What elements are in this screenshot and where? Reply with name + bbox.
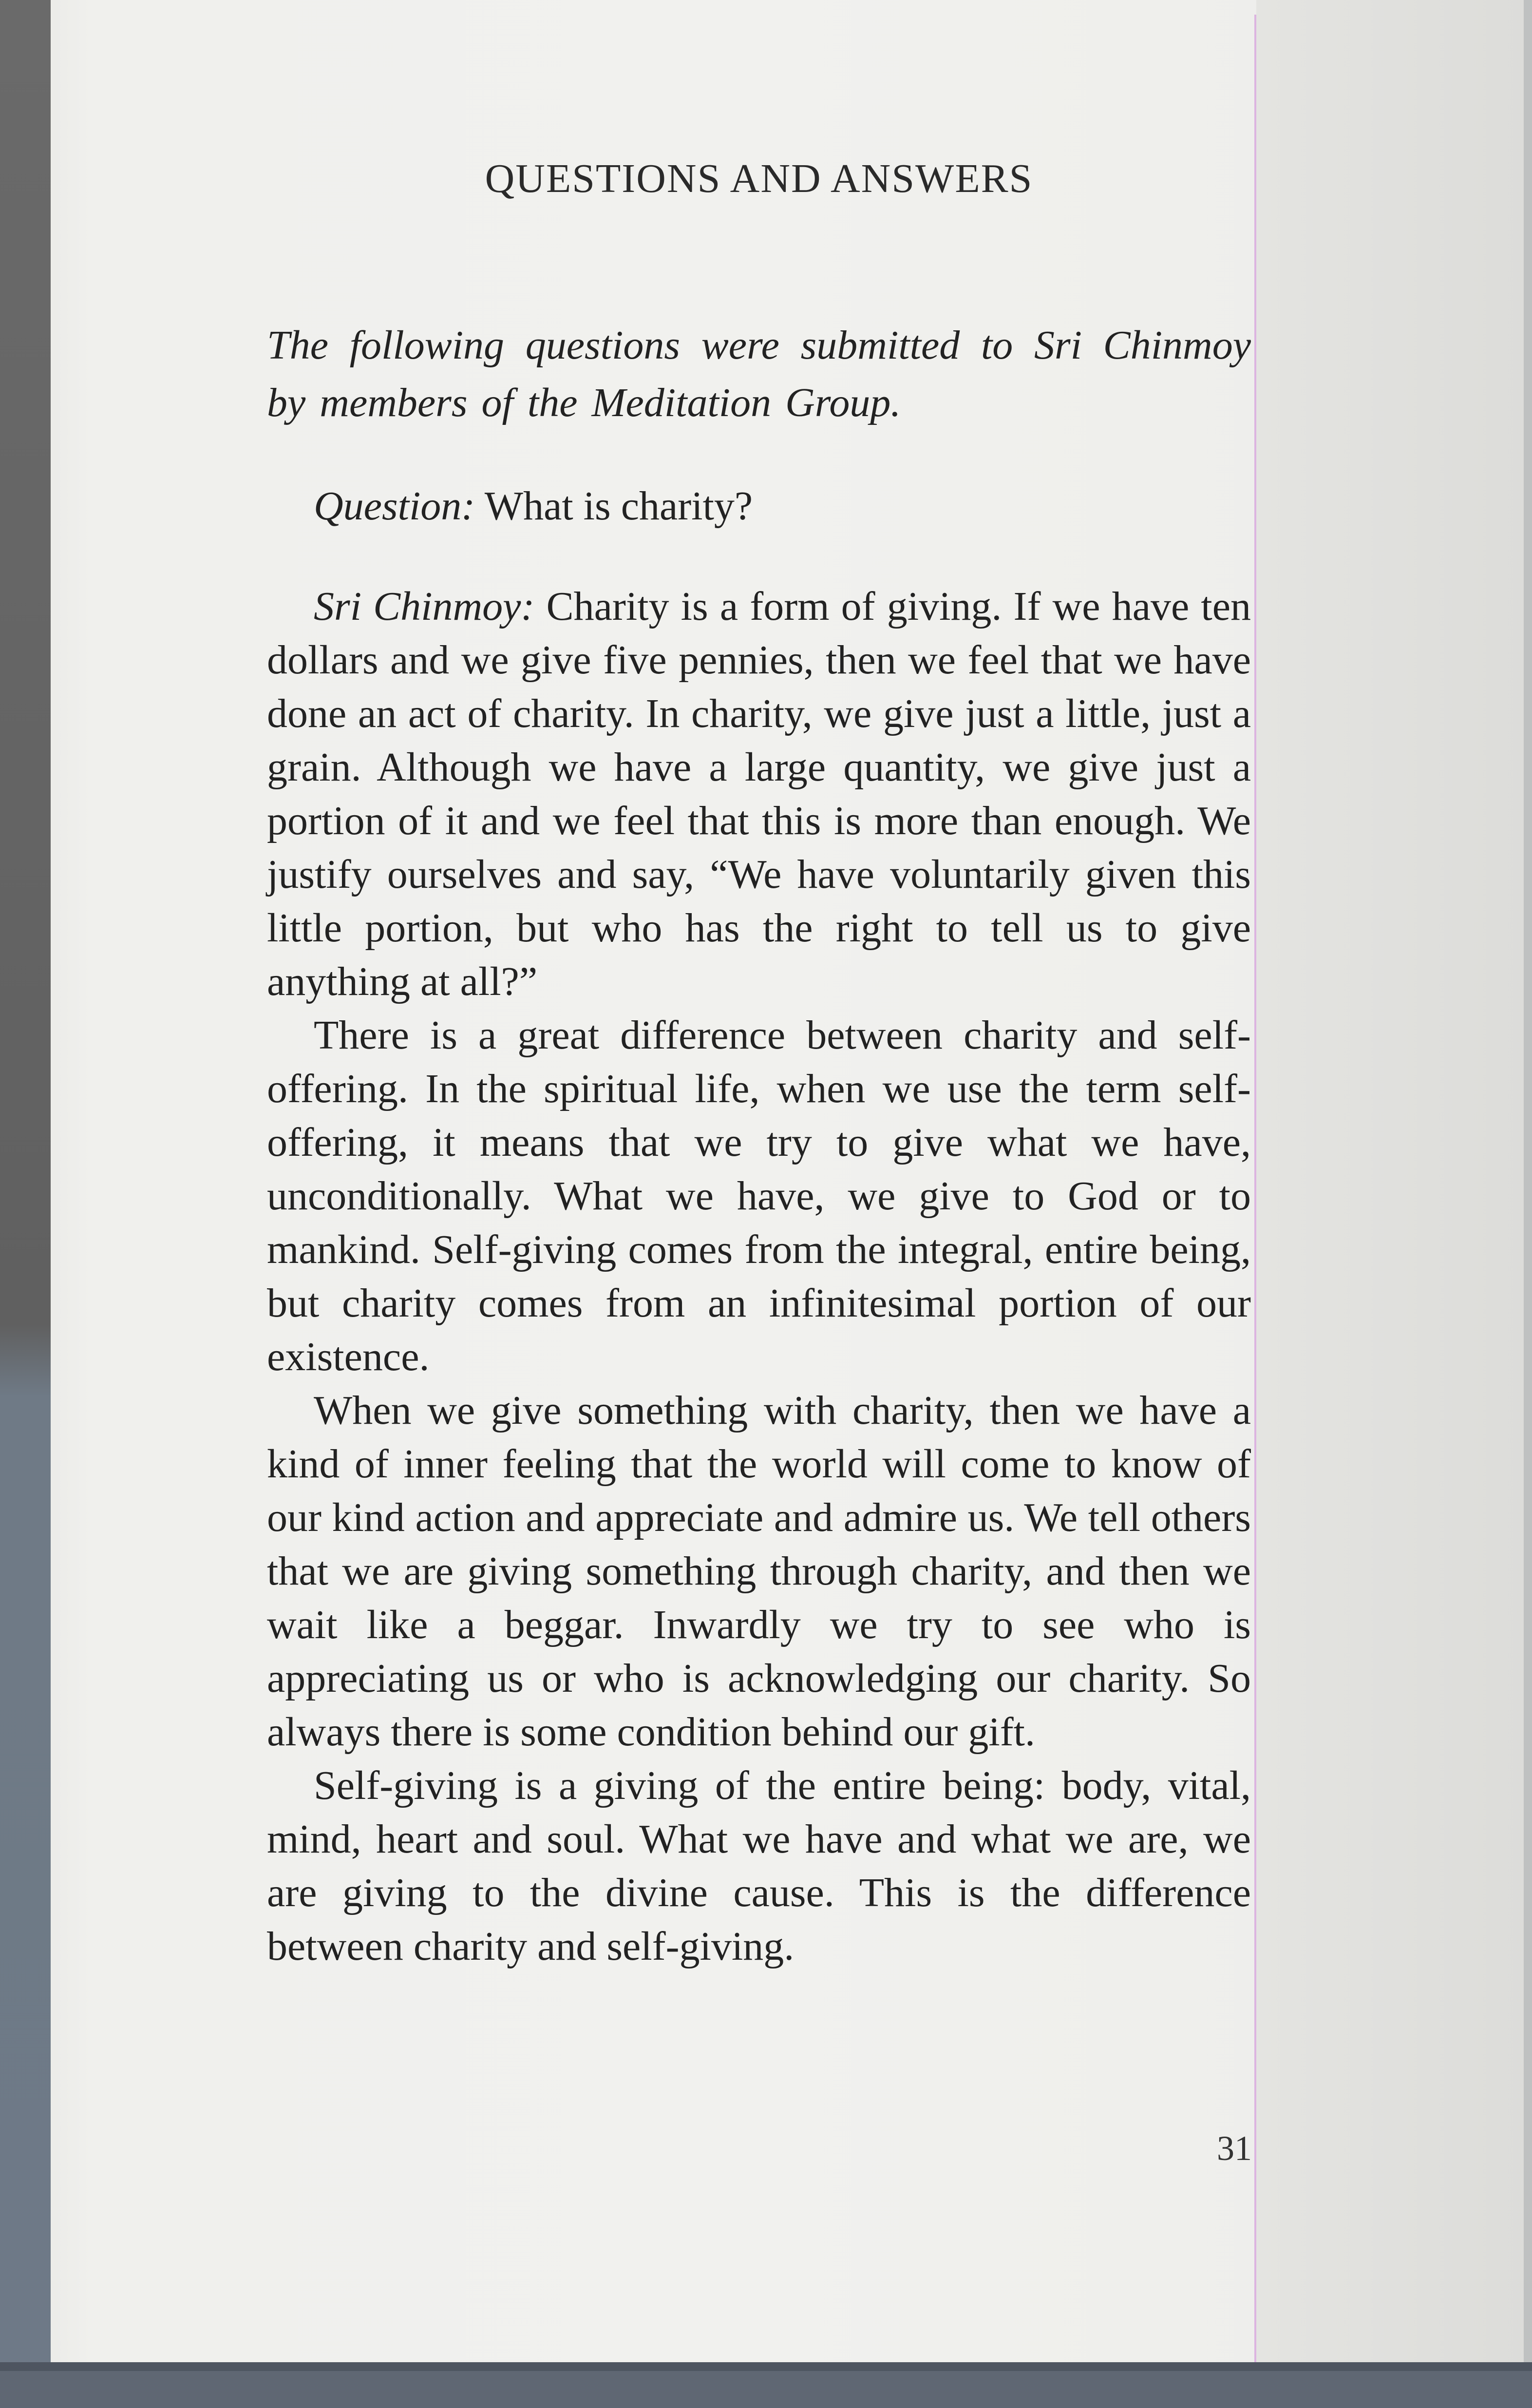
page-number: 31: [1217, 2129, 1252, 2168]
answer-paragraph: [267, 580, 1251, 1009]
margin-rule: [1254, 15, 1256, 2362]
page-heading: QUESTIONS AND ANSWERS: [485, 156, 1033, 201]
facing-page-edge: [1256, 0, 1532, 2362]
question-label: Question:: [314, 483, 475, 529]
answer: [267, 580, 1251, 1973]
scan-bottom-shadow: [0, 2362, 1532, 2371]
answer-paragraph: There is a great difference between charity and self-offering. In the spiritual life, when we use the term self-offering, it means that we try to give what we have, unconditionally. What we have, we give to God or to mankind. Self-giving comes from the integral, entire being, but charity comes from an infinitesimal portion of our existence.: [267, 1013, 1251, 1379]
answer-paragraph-text: Charity is a form of giving. If we have ten dollars and we give five pennies, then we feel that we have done an act of charity. In charity, we give just a little, just a grain. Although we have a large quantity, we give just a portion of it and we feel that this is more than enough. We justify ourselves and say, “We have voluntarily given this little portion, but who has the right to tell us to give anything at all?”: [267, 584, 1251, 1004]
intro-paragraph: The following questions were submitted to Sri Chinmoy by members of the Meditation Group.: [267, 323, 1251, 425]
answer-label: Sri Chinmoy:: [314, 584, 535, 629]
scan-right-edge: [1524, 0, 1532, 2362]
answer-paragraph: When we give something with charity, then we have a kind of inner feeling that the world will come to know of our kind action and appreciate and admire us. We tell others that we are giving something through charity, and then we wait like a beggar. Inwardly we try to see who is appreciating us or who is acknowledging our charity. So always there is some condition behind our gift.: [267, 1388, 1251, 1755]
question: [267, 478, 1251, 535]
question-text: What is charity?: [484, 483, 753, 529]
answer-paragraph: Self-giving is a giving of the entire being: body, vital, mind, heart and soul. What we have and what we are, we are giving to the divine cause. This is the difference between charity and self-giving.: [267, 1763, 1251, 1969]
scan-left-edge: [0, 0, 51, 2408]
